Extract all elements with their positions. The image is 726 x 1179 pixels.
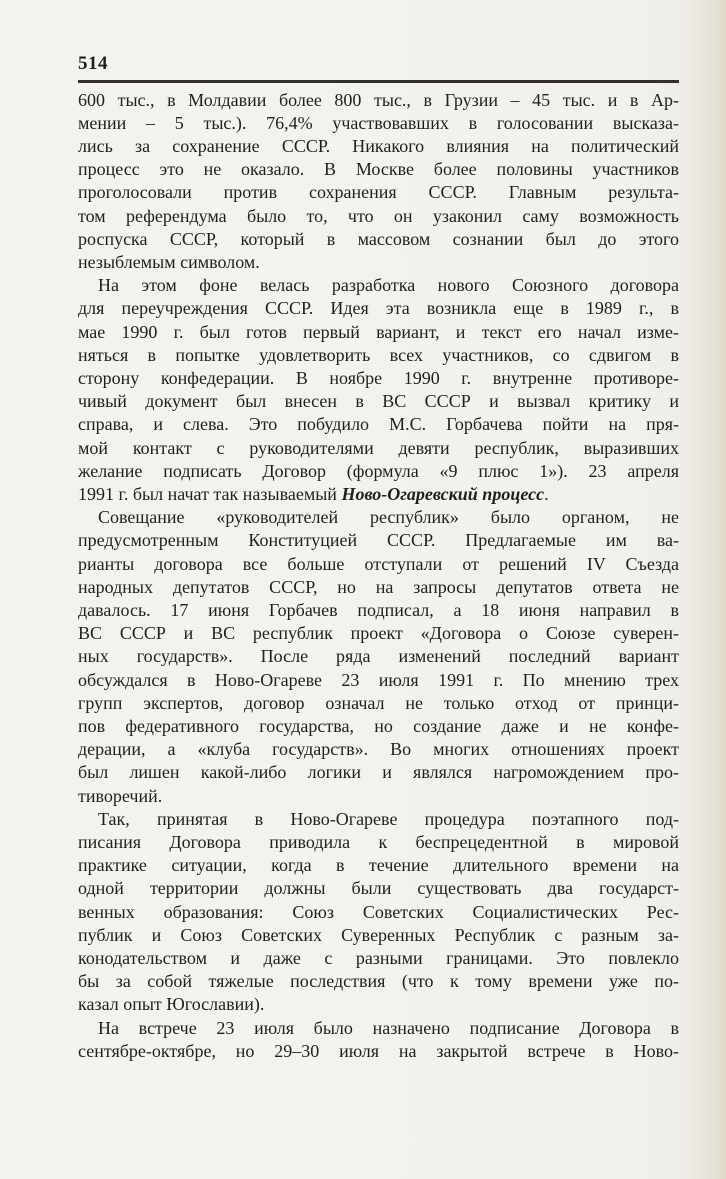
text-line: незыблемым символом. bbox=[78, 251, 260, 272]
text-line: справа, и слева. Это побудило М.С. Горбачева пойти на пря- bbox=[78, 414, 679, 435]
text-line: пов федеративного государства, но создание даже и не конфе- bbox=[78, 715, 679, 736]
text-line: групп экспертов, договор означал не только отход от принци- bbox=[78, 692, 679, 713]
paragraph bbox=[78, 89, 679, 275]
page-header bbox=[78, 53, 679, 83]
text-line: предусмотренным Конституцией СССР. Предлагаемые им ва- bbox=[78, 530, 679, 551]
text-line: писания Договора приводила к беспрецедентной в мировой bbox=[78, 832, 679, 852]
text-line: 1991 г. был начат так называемый Ново-Огаревский процесс. bbox=[78, 483, 549, 504]
text-line: няться в попытке удовлетворить всех участников, со сдвигом в bbox=[78, 344, 679, 365]
text-line: конодательством и даже с разными границами. Это повлекло bbox=[78, 948, 679, 969]
header-rule bbox=[78, 80, 679, 83]
text-line: давалось. 17 июня Горбачев подписал, а 18 июня направил в bbox=[78, 599, 679, 620]
text-line: сентябре-октябре, но 29–30 июля на закрытой встрече в Ново- bbox=[78, 1040, 679, 1061]
text-line: На этом фоне велась разработка нового Союзного договора bbox=[98, 275, 679, 296]
paragraph bbox=[78, 1017, 679, 1063]
text-line: процесс это не оказало. В Москве более половины участников bbox=[78, 159, 679, 180]
text-line: одной территории должны были существовать два государст- bbox=[78, 878, 679, 899]
text-line: мении – 5 тыс.). 76,4% участвовавших в голосовании высказа- bbox=[78, 112, 679, 133]
text-line: том референдума было то, что он узаконил саму возможность bbox=[78, 205, 679, 226]
text-line: дерации, а «клуба государств». Во многих отношениях проект bbox=[78, 739, 679, 760]
text-line: сторону конфедерации. В ноябре 1990 г. внутренне противоре- bbox=[78, 367, 679, 388]
text-line: 600 тыс., в Молдавии более 800 тыс., в Грузии – 45 тыс. и в Ар- bbox=[78, 89, 679, 110]
text-line: казал опыт Югославии). bbox=[78, 994, 265, 1015]
paragraph bbox=[78, 506, 679, 808]
paragraph bbox=[78, 808, 679, 1017]
text-line: чивый документ был внесен в ВС СССР и вызвал критику и bbox=[78, 391, 679, 412]
text-line: Так, принятая в Ново-Огареве процедура поэтапного под- bbox=[98, 808, 679, 829]
text-line: проголосовали против сохранения СССР. Главным результа- bbox=[78, 182, 679, 203]
text-line: практике ситуации, когда в течение длительного времени на bbox=[78, 855, 679, 876]
text-line: бы за собой тяжелые последствия (что к тому времени уже по- bbox=[78, 971, 679, 992]
text-line: ных государств». После ряда изменений последний вариант bbox=[78, 646, 679, 667]
text-line: был лишен какой-либо логики и являлся нагромождением про- bbox=[78, 762, 679, 783]
text-line: венных образования: Союз Советских Социалистических Рес- bbox=[78, 901, 679, 922]
text-line: публик и Союз Советских Суверенных Республик с разным за- bbox=[78, 924, 679, 945]
text-line: мой контакт с руководителями девяти республик, выразивших bbox=[78, 437, 679, 458]
page-number: 514 bbox=[78, 53, 108, 74]
text-line: мае 1990 г. был готов первый вариант, и текст его начал изме- bbox=[78, 321, 679, 342]
text-line: ВС СССР и ВС республик проект «Договора о Союзе суверен- bbox=[78, 623, 679, 644]
text-line: роспуска СССР, который в массовом сознании был до этого bbox=[78, 228, 679, 249]
text-line: лись за сохранение СССР. Никакого влияния на политический bbox=[78, 135, 679, 156]
paragraph bbox=[78, 274, 679, 506]
text-line: рианты договора все больше отступали от решений IV Съезда bbox=[78, 553, 679, 574]
emphasis-text: Ново-Огаревский процесс bbox=[341, 483, 545, 504]
text-line: народных депутатов СССР, но на запросы депутатов ответа не bbox=[78, 576, 679, 597]
text-line: для переучреждения СССР. Идея эта возникла еще в 1989 г., в bbox=[78, 298, 679, 319]
page-text bbox=[78, 89, 679, 1064]
text-line: тиворечий. bbox=[78, 785, 163, 806]
text-line: желание подписать Договор (формула «9 плюс 1»). 23 апреля bbox=[78, 460, 679, 481]
text-line: обсуждался в Ново-Огареве 23 июля 1991 г. По мнению трех bbox=[78, 669, 679, 690]
text-line: Совещание «руководителей республик» было органом, не bbox=[98, 507, 679, 528]
text-line: На встрече 23 июля было назначено подписание Договора в bbox=[98, 1017, 679, 1038]
